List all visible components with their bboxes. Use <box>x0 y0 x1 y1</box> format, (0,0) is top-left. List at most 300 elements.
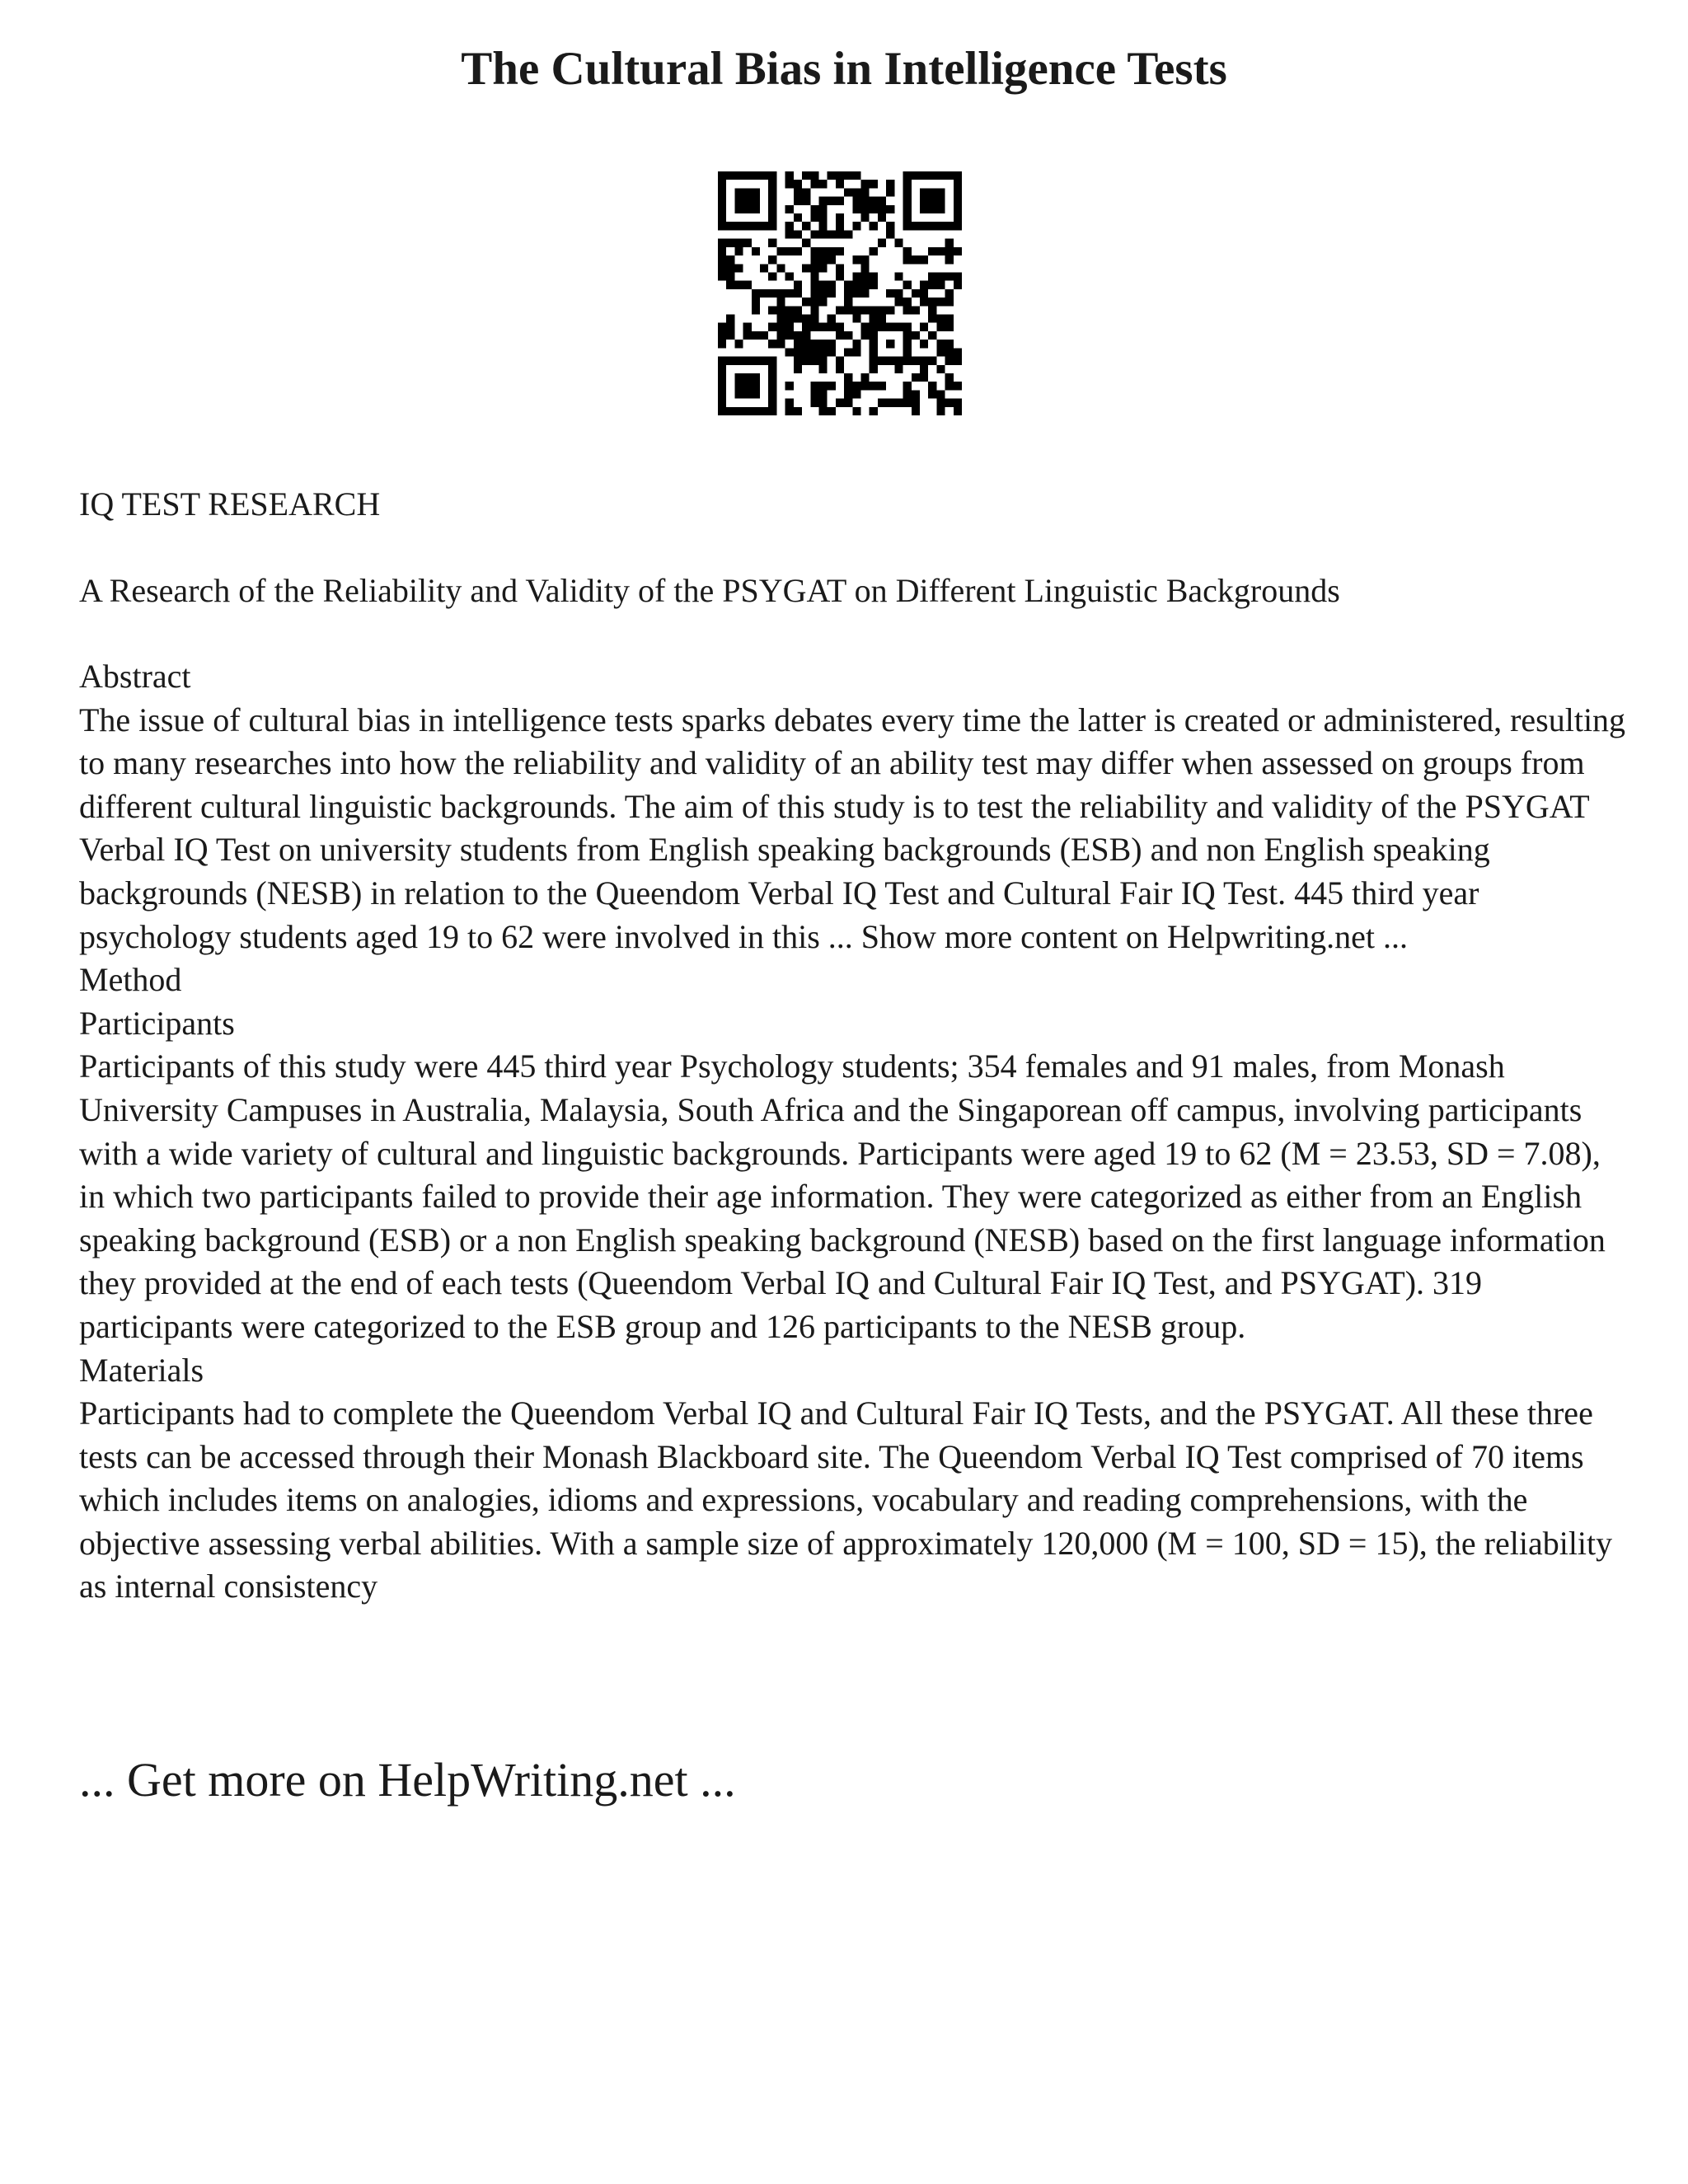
qr-module <box>760 222 768 230</box>
qr-module <box>903 298 912 306</box>
qr-module <box>802 315 810 323</box>
qr-module <box>903 281 912 289</box>
qr-module <box>734 373 743 382</box>
qr-module <box>903 399 912 407</box>
qr-module <box>743 390 752 398</box>
qr-module <box>844 230 852 238</box>
participants-heading: Participants <box>79 1004 235 1042</box>
qr-module <box>802 323 810 331</box>
qr-module <box>954 281 962 289</box>
qr-module <box>794 213 802 222</box>
qr-module <box>828 171 836 180</box>
qr-module <box>734 281 743 289</box>
qr-module <box>870 281 878 289</box>
qr-module <box>802 222 810 230</box>
qr-module <box>928 331 936 340</box>
qr-module <box>810 315 818 323</box>
qr-module <box>936 365 945 373</box>
qr-module <box>776 315 785 323</box>
qr-module <box>776 323 785 331</box>
qr-module <box>743 382 752 390</box>
qr-module <box>844 373 852 382</box>
qr-module <box>810 390 818 398</box>
qr-module <box>818 298 827 306</box>
qr-module <box>912 373 920 382</box>
qr-module <box>718 373 726 382</box>
qr-module <box>852 315 860 323</box>
qr-module <box>768 213 776 222</box>
qr-module <box>794 188 802 196</box>
qr-module <box>844 171 852 180</box>
qr-module <box>936 272 945 280</box>
qr-module <box>818 382 827 390</box>
qr-module <box>776 289 785 298</box>
qr-module <box>920 222 928 230</box>
qr-module <box>726 255 734 264</box>
qr-module <box>718 365 726 373</box>
qr-module <box>945 272 954 280</box>
qr-module <box>718 357 726 365</box>
qr-module <box>836 357 844 365</box>
qr-module <box>818 264 827 272</box>
abstract-heading: Abstract <box>79 658 191 695</box>
qr-module <box>886 230 894 238</box>
qr-module <box>878 382 886 390</box>
qr-module <box>828 281 836 289</box>
qr-module <box>852 255 860 264</box>
qr-module <box>760 331 768 340</box>
qr-module <box>794 315 802 323</box>
qr-module <box>760 357 768 365</box>
qr-module <box>785 289 794 298</box>
qr-module <box>752 382 760 390</box>
qr-module <box>861 323 870 331</box>
document-title: The Cultural Bias in Intelligence Tests <box>461 43 1227 95</box>
qr-module <box>894 272 903 280</box>
qr-module <box>718 382 726 390</box>
qr-module <box>844 306 852 314</box>
qr-module <box>726 407 734 415</box>
qr-module <box>903 331 912 340</box>
qr-module <box>785 315 794 323</box>
qr-module <box>912 255 920 264</box>
qr-module <box>928 306 936 314</box>
qr-module <box>734 407 743 415</box>
qr-module <box>760 171 768 180</box>
qr-module <box>768 357 776 365</box>
qr-module <box>785 399 794 407</box>
qr-module <box>810 289 818 298</box>
qr-module <box>794 365 802 373</box>
qr-module <box>718 340 726 348</box>
qr-module <box>928 357 936 365</box>
qr-module <box>861 272 870 280</box>
qr-module <box>810 230 818 238</box>
qr-module <box>954 205 962 213</box>
qr-module <box>785 382 794 390</box>
qr-module <box>928 247 936 255</box>
qr-module <box>734 247 743 255</box>
qr-module <box>752 188 760 196</box>
qr-module <box>734 205 743 213</box>
qr-module <box>928 390 936 398</box>
qr-module <box>785 230 794 238</box>
qr-module <box>836 222 844 230</box>
qr-module <box>768 272 776 280</box>
qr-module <box>920 373 928 382</box>
qr-module <box>785 171 794 180</box>
qr-module <box>912 306 920 314</box>
qr-module <box>743 331 752 340</box>
qr-module <box>954 197 962 205</box>
qr-module <box>734 340 743 348</box>
qr-module <box>810 323 818 331</box>
qr-module <box>912 289 920 298</box>
qr-module <box>936 323 945 331</box>
qr-module <box>828 315 836 323</box>
qr-module <box>936 348 945 356</box>
qr-module <box>718 188 726 196</box>
qr-module <box>726 331 734 340</box>
qr-module <box>828 255 836 264</box>
qr-module <box>928 298 936 306</box>
qr-module <box>870 222 878 230</box>
qr-module <box>878 306 886 314</box>
qr-module <box>752 197 760 205</box>
qr-module <box>768 390 776 398</box>
qr-module <box>886 222 894 230</box>
qr-module <box>794 197 802 205</box>
qr-module <box>852 197 860 205</box>
qr-module <box>810 180 818 188</box>
qr-module <box>776 247 785 255</box>
qr-module <box>802 171 810 180</box>
qr-module <box>810 306 818 314</box>
qr-module <box>734 222 743 230</box>
qr-module <box>818 340 827 348</box>
qr-module <box>828 340 836 348</box>
qr-module <box>828 197 836 205</box>
qr-module <box>802 340 810 348</box>
qr-module <box>861 306 870 314</box>
qr-module <box>760 407 768 415</box>
qr-module <box>936 188 945 196</box>
qr-module <box>802 298 810 306</box>
qr-module <box>818 205 827 213</box>
qr-module <box>928 188 936 196</box>
qr-module <box>785 180 794 188</box>
qr-module <box>785 222 794 230</box>
qr-module <box>886 180 894 188</box>
qr-module <box>852 382 860 390</box>
qr-module <box>836 323 844 331</box>
qr-module <box>768 239 776 247</box>
qr-module <box>752 357 760 365</box>
qr-module <box>726 239 734 247</box>
qr-module <box>945 239 954 247</box>
qr-module <box>903 306 912 314</box>
qr-module <box>878 205 886 213</box>
qr-module <box>818 255 827 264</box>
qr-module <box>734 188 743 196</box>
qr-module <box>878 323 886 331</box>
qr-module <box>768 222 776 230</box>
qr-module <box>844 331 852 340</box>
qr-module <box>836 180 844 188</box>
qr-module <box>894 239 903 247</box>
qr-module <box>768 373 776 382</box>
qr-module <box>726 281 734 289</box>
qr-module <box>718 331 726 340</box>
qr-module <box>785 247 794 255</box>
qr-module <box>818 348 827 356</box>
qr-module <box>936 171 945 180</box>
qr-module <box>928 197 936 205</box>
qr-module <box>945 247 954 255</box>
qr-module <box>752 331 760 340</box>
qr-module <box>903 348 912 356</box>
qr-module <box>743 323 752 331</box>
qr-module <box>752 171 760 180</box>
qr-module <box>903 222 912 230</box>
qr-module <box>870 382 878 390</box>
qr-module <box>743 373 752 382</box>
qr-module <box>794 289 802 298</box>
qr-module <box>718 180 726 188</box>
qr-module <box>936 298 945 306</box>
qr-module <box>936 197 945 205</box>
qr-module <box>752 205 760 213</box>
qr-module <box>794 331 802 340</box>
qr-module <box>878 357 886 365</box>
qr-module <box>802 264 810 272</box>
qr-module <box>903 390 912 398</box>
qr-module <box>903 247 912 255</box>
qr-module <box>718 213 726 222</box>
qr-module <box>894 399 903 407</box>
qr-module <box>734 264 743 272</box>
qr-module <box>861 264 870 272</box>
qr-module <box>810 205 818 213</box>
qr-module <box>718 272 726 280</box>
qr-module <box>828 323 836 331</box>
qr-module <box>760 264 768 272</box>
qr-module <box>836 264 844 272</box>
qr-module <box>743 239 752 247</box>
qr-module <box>870 340 878 348</box>
qr-module <box>828 348 836 356</box>
get-more-link[interactable]: ... Get more on HelpWriting.net ... <box>79 1753 736 1807</box>
qr-module <box>886 205 894 213</box>
qr-module <box>903 188 912 196</box>
qr-module <box>752 222 760 230</box>
qr-module <box>836 197 844 205</box>
qr-module <box>818 281 827 289</box>
qr-module <box>920 357 928 365</box>
qr-module <box>818 197 827 205</box>
document-subtitle: A Research of the Reliability and Validity of the PSYGAT on Different Linguistic Backgrounds <box>79 572 1340 609</box>
qr-module <box>836 306 844 314</box>
qr-module <box>903 382 912 390</box>
qr-module <box>794 306 802 314</box>
qr-module <box>870 197 878 205</box>
qr-module <box>718 239 726 247</box>
qr-module <box>726 357 734 365</box>
qr-module <box>818 407 827 415</box>
qr-module <box>936 247 945 255</box>
qr-module <box>852 222 860 230</box>
qr-module <box>794 348 802 356</box>
qr-module <box>836 230 844 238</box>
qr-module <box>945 348 954 356</box>
qr-module <box>954 188 962 196</box>
qr-module <box>945 289 954 298</box>
qr-module <box>936 340 945 348</box>
qr-module <box>726 323 734 331</box>
qr-module <box>810 264 818 272</box>
qr-module <box>903 197 912 205</box>
qr-module <box>752 407 760 415</box>
qr-module <box>945 340 954 348</box>
qr-module <box>743 171 752 180</box>
qr-module <box>828 407 836 415</box>
qr-module <box>768 171 776 180</box>
qr-module <box>870 180 878 188</box>
qr-module <box>836 331 844 340</box>
qr-module <box>936 205 945 213</box>
qr-module <box>768 180 776 188</box>
qr-module <box>870 407 878 415</box>
qr-module <box>810 255 818 264</box>
qr-module <box>903 323 912 331</box>
qr-module <box>936 407 945 415</box>
qr-module <box>836 272 844 280</box>
qr-module <box>894 357 903 365</box>
qr-module <box>752 390 760 398</box>
qr-module <box>794 180 802 188</box>
qr-module <box>752 247 760 255</box>
qr-module <box>818 357 827 365</box>
qr-module <box>861 255 870 264</box>
qr-module <box>818 390 827 398</box>
qr-module <box>810 272 818 280</box>
qr-module <box>818 230 827 238</box>
qr-module <box>776 298 785 306</box>
qr-module <box>912 357 920 365</box>
qr-module <box>844 289 852 298</box>
qr-module <box>852 272 860 280</box>
qr-module <box>718 222 726 230</box>
qr-module <box>743 281 752 289</box>
qr-module <box>794 230 802 238</box>
qr-module <box>936 222 945 230</box>
qr-module <box>861 331 870 340</box>
qr-module <box>776 264 785 272</box>
qr-module <box>743 357 752 365</box>
qr-module <box>894 323 903 331</box>
qr-module <box>886 357 894 365</box>
qr-module <box>928 171 936 180</box>
qr-module <box>954 348 962 356</box>
qr-module <box>920 197 928 205</box>
qr-module <box>894 289 903 298</box>
qr-module <box>886 399 894 407</box>
qr-module <box>903 180 912 188</box>
qr-module <box>886 188 894 196</box>
qr-module <box>878 315 886 323</box>
qr-module <box>818 323 827 331</box>
qr-module <box>794 247 802 255</box>
qr-module <box>726 222 734 230</box>
qr-module <box>928 222 936 230</box>
qr-module <box>743 188 752 196</box>
qr-module <box>836 399 844 407</box>
qr-module <box>734 171 743 180</box>
qr-module <box>828 247 836 255</box>
qr-module <box>903 340 912 348</box>
qr-module <box>928 272 936 280</box>
qr-module <box>870 331 878 340</box>
qr-module <box>894 365 903 373</box>
qr-module <box>768 323 776 331</box>
qr-module <box>878 197 886 205</box>
qr-module <box>718 264 726 272</box>
qr-module <box>818 213 827 222</box>
qr-module <box>844 382 852 390</box>
qr-module <box>861 205 870 213</box>
qr-module <box>852 281 860 289</box>
qr-module <box>954 213 962 222</box>
qr-module <box>903 213 912 222</box>
qr-module <box>794 407 802 415</box>
qr-module <box>936 399 945 407</box>
qr-module <box>945 323 954 331</box>
qr-module <box>794 357 802 365</box>
qr-module <box>945 222 954 230</box>
qr-module <box>810 298 818 306</box>
qr-module <box>861 180 870 188</box>
qr-module <box>768 188 776 196</box>
qr-module <box>912 399 920 407</box>
qr-module <box>718 197 726 205</box>
qr-module <box>886 323 894 331</box>
materials-text: Participants had to complete the Queendom Verbal IQ and Cultural Fair IQ Tests, and the PSYGAT. All these three tests can be accessed through their Monash Blackboard site. The Queendom Verbal IQ Test comprised of 70 items which includes items on analogies, idioms and expressions, vocabulary and reading comprehensions, with the objective assessing verbal abilities. With a sample size of approximately 120,000 (M = 100, SD = 15), the reliability as internal consistency <box>79 1394 1613 1605</box>
qr-module <box>810 357 818 365</box>
qr-module <box>718 171 726 180</box>
qr-module <box>776 306 785 314</box>
qr-module <box>920 289 928 298</box>
qr-module <box>852 188 860 196</box>
qr-module <box>726 315 734 323</box>
qr-module <box>870 348 878 356</box>
qr-module <box>945 382 954 390</box>
qr-module <box>785 306 794 314</box>
qr-module <box>852 407 860 415</box>
qr-module <box>870 272 878 280</box>
qr-module <box>718 323 726 331</box>
method-heading: Method <box>79 961 182 999</box>
qr-module <box>718 407 726 415</box>
qr-module <box>818 289 827 298</box>
qr-module <box>726 171 734 180</box>
qr-module <box>785 331 794 340</box>
qr-module <box>785 407 794 415</box>
qr-module <box>776 340 785 348</box>
qr-module <box>718 247 726 255</box>
qr-module <box>844 399 852 407</box>
qr-module <box>920 171 928 180</box>
qr-module <box>945 373 954 382</box>
